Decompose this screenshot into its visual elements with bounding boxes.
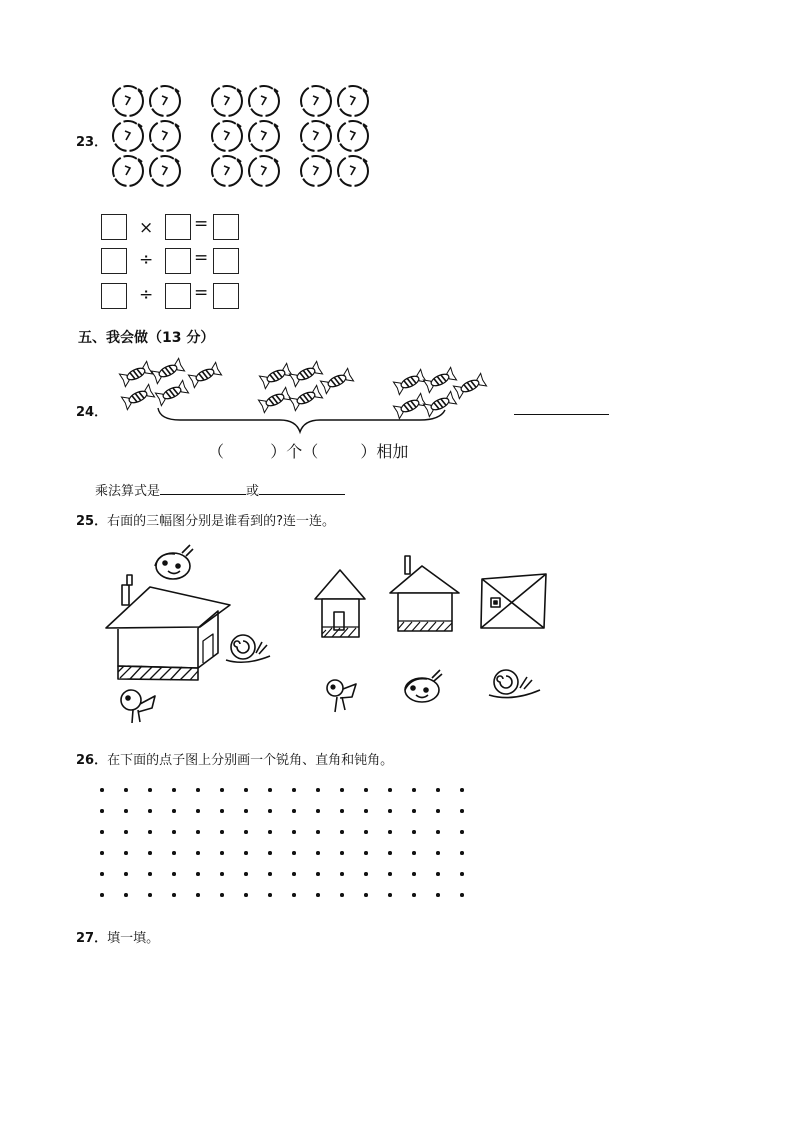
multiply-sign: × — [139, 218, 154, 238]
grid-dot[interactable] — [220, 830, 224, 834]
grid-dot[interactable] — [268, 788, 272, 792]
big-house-drawing — [106, 575, 230, 680]
grid-dot[interactable] — [316, 872, 320, 876]
grid-dot[interactable] — [268, 851, 272, 855]
grid-dot[interactable] — [244, 851, 248, 855]
grid-dot[interactable] — [148, 809, 152, 813]
grid-dot[interactable] — [148, 851, 152, 855]
grid-dot[interactable] — [100, 872, 104, 876]
grid-dot[interactable] — [124, 872, 128, 876]
xiangjia-label: ）相加 — [360, 442, 409, 461]
grid-dot[interactable] — [460, 809, 464, 813]
grid-dot[interactable] — [268, 809, 272, 813]
grid-dot[interactable] — [100, 809, 104, 813]
grid-dot[interactable] — [292, 893, 296, 897]
grid-dot[interactable] — [436, 788, 440, 792]
equals-sign: = — [194, 214, 209, 234]
grid-dot[interactable] — [412, 851, 416, 855]
grid-dot[interactable] — [388, 872, 392, 876]
q25-text: 右面的三幅图分别是谁看到的?连一连。 — [107, 514, 335, 529]
grid-dot[interactable] — [436, 809, 440, 813]
snail-drawing — [226, 635, 270, 662]
grid-dot[interactable] — [388, 893, 392, 897]
grid-dot[interactable] — [292, 788, 296, 792]
q27-line — [76, 927, 159, 946]
grid-dot[interactable] — [148, 788, 152, 792]
grid-dot[interactable] — [100, 851, 104, 855]
grid-dot[interactable] — [124, 851, 128, 855]
grid-dot[interactable] — [196, 809, 200, 813]
grid-dot[interactable] — [220, 893, 224, 897]
grid-dot[interactable] — [292, 872, 296, 876]
grid-dot[interactable] — [340, 893, 344, 897]
equals-sign: = — [194, 283, 209, 303]
grid-dot[interactable] — [412, 872, 416, 876]
grid-dot[interactable] — [124, 788, 128, 792]
grid-dot[interactable] — [172, 788, 176, 792]
grid-dot[interactable] — [100, 830, 104, 834]
grid-dot[interactable] — [220, 851, 224, 855]
grid-dot[interactable] — [244, 809, 248, 813]
grid-dot[interactable] — [364, 830, 368, 834]
grid-dot[interactable] — [268, 830, 272, 834]
grid-dot[interactable] — [268, 872, 272, 876]
grid-dot[interactable] — [172, 851, 176, 855]
q26-line — [76, 749, 393, 768]
grid-dot[interactable] — [436, 851, 440, 855]
grid-dot[interactable] — [196, 851, 200, 855]
grid-dot[interactable] — [196, 788, 200, 792]
grid-dot[interactable] — [412, 830, 416, 834]
grid-dot[interactable] — [172, 830, 176, 834]
grid-dot[interactable] — [460, 893, 464, 897]
grid-dot[interactable] — [148, 830, 152, 834]
grid-dot[interactable] — [316, 851, 320, 855]
paren-right: ） — [270, 442, 287, 461]
grid-dot[interactable] — [196, 872, 200, 876]
grid-dot[interactable] — [412, 788, 416, 792]
view-house-side-drawing — [390, 556, 459, 631]
equals-sign: = — [194, 248, 209, 268]
grid-dot[interactable] — [460, 851, 464, 855]
q23-number: 23． — [76, 135, 108, 150]
grid-dot[interactable] — [460, 830, 464, 834]
grid-dot[interactable] — [148, 893, 152, 897]
view-roof-top-drawing — [481, 574, 546, 628]
grid-dot[interactable] — [364, 893, 368, 897]
grid-dot[interactable] — [148, 872, 152, 876]
or-label: 或 — [246, 484, 260, 499]
grid-dot[interactable] — [316, 830, 320, 834]
grid-dot[interactable] — [220, 809, 224, 813]
q25-number: 25． — [76, 514, 108, 529]
grid-dot[interactable] — [436, 830, 440, 834]
grid-dot[interactable] — [340, 830, 344, 834]
grid-dot[interactable] — [316, 788, 320, 792]
grid-dot[interactable] — [196, 830, 200, 834]
bird-top-drawing — [155, 545, 193, 579]
grid-dot[interactable] — [388, 809, 392, 813]
grid-dot[interactable] — [460, 788, 464, 792]
grid-dot[interactable] — [364, 851, 368, 855]
grid-dot[interactable] — [340, 872, 344, 876]
ge-label: 个（ — [286, 442, 319, 461]
choice-bird-top-drawing — [405, 670, 442, 702]
grid-dot[interactable] — [268, 893, 272, 897]
divide-sign: ÷ — [139, 285, 154, 305]
grid-dot[interactable] — [292, 851, 296, 855]
grid-dot[interactable] — [100, 788, 104, 792]
grid-dot[interactable] — [364, 872, 368, 876]
grid-dot[interactable] — [340, 809, 344, 813]
grid-dot[interactable] — [244, 788, 248, 792]
grid-dot[interactable] — [412, 893, 416, 897]
choice-snail-drawing — [489, 670, 540, 698]
view-house-front-drawing — [315, 570, 365, 637]
grid-dot[interactable] — [388, 851, 392, 855]
grid-dot[interactable] — [124, 893, 128, 897]
grid-dot[interactable] — [244, 893, 248, 897]
grid-dot[interactable] — [220, 872, 224, 876]
grid-dot[interactable] — [124, 809, 128, 813]
q24-number: 24． — [76, 405, 108, 420]
grid-dot[interactable] — [244, 872, 248, 876]
grid-dot[interactable] — [196, 893, 200, 897]
grid-dot[interactable] — [172, 872, 176, 876]
grid-dot[interactable] — [436, 872, 440, 876]
grid-dot[interactable] — [316, 893, 320, 897]
grid-dot[interactable] — [364, 788, 368, 792]
grid-dot[interactable] — [244, 830, 248, 834]
q27-text: 填一填。 — [107, 931, 160, 946]
grid-dot[interactable] — [124, 830, 128, 834]
formula-label: 乘法算式是 — [95, 484, 161, 499]
grid-dot[interactable] — [364, 809, 368, 813]
grid-dot[interactable] — [100, 893, 104, 897]
grid-dot[interactable] — [460, 872, 464, 876]
choice-bird-small-drawing — [327, 680, 356, 712]
q26-text: 在下面的点子图上分别画一个锐角、直角和钝角。 — [107, 753, 394, 768]
grid-dot[interactable] — [388, 788, 392, 792]
bird-bottom-drawing — [121, 690, 155, 723]
section-title: 五、我会做（13 分） — [78, 330, 215, 346]
grid-dot[interactable] — [388, 830, 392, 834]
q27-number: 27． — [76, 931, 108, 946]
grid-dot[interactable] — [340, 851, 344, 855]
paren-left: （ — [208, 442, 225, 461]
grid-dot[interactable] — [340, 788, 344, 792]
grid-dot[interactable] — [292, 809, 296, 813]
grid-dot[interactable] — [316, 809, 320, 813]
grid-dot[interactable] — [172, 893, 176, 897]
grid-dot[interactable] — [292, 830, 296, 834]
grid-dot[interactable] — [172, 809, 176, 813]
divide-sign: ÷ — [139, 250, 154, 270]
grid-dot[interactable] — [412, 809, 416, 813]
q26-number: 26． — [76, 753, 108, 768]
grid-dot[interactable] — [436, 893, 440, 897]
grid-dot[interactable] — [220, 788, 224, 792]
